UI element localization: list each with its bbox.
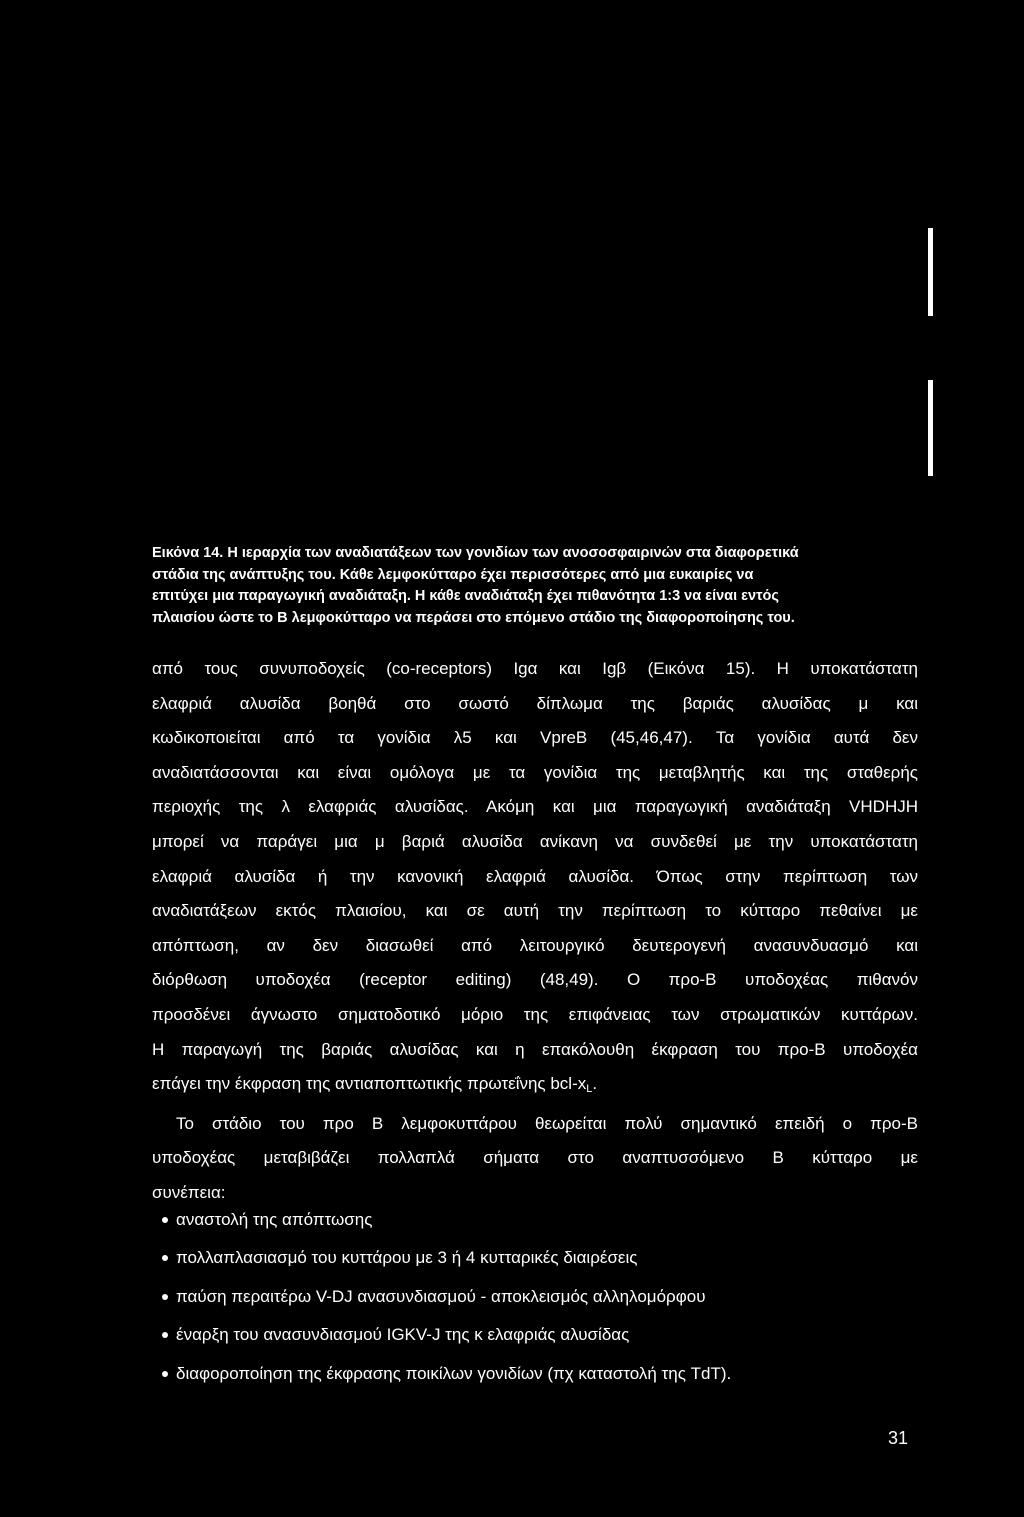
text-line: προσδένει άγνωστο σηματοδοτικό μόριο της επιφάνειας των στρωματικών κυττάρων.	[152, 1004, 918, 1024]
list-item-text: διαφοροποίηση της έκφρασης ποικίλων γονιδίων (πχ καταστολή της TdT).	[176, 1363, 732, 1383]
text-line: περιοχής της λ ελαφριάς αλυσίδας. Ακόμη και μια παραγωγική αναδιάταξη VHDHJH	[152, 797, 918, 817]
text-line: διόρθωση υποδοχέα (receptor editing) (48,49). Ο προ-Β υποδοχέας πιθανόν	[152, 970, 918, 990]
text-line: απόπτωση, αν δεν διασωθεί από λειτουργικό δευτερογενή ανασυνδυασμό και	[152, 935, 918, 955]
caption-line: πλαισίου ώστε το Β λεμφοκύτταρο να περάσει στο επόμενο στάδιο της διαφοροποίησης του.	[152, 609, 795, 626]
paragraph-1	[152, 652, 918, 1107]
vertical-bar-top	[928, 228, 933, 316]
list-item	[152, 1278, 918, 1316]
list-item	[152, 1201, 918, 1239]
bullet-icon	[162, 1294, 168, 1300]
paragraph-2	[152, 1107, 918, 1211]
text-line: αναδιατάξεων εκτός πλαισίου, και σε αυτή την περίπτωση το κύτταρο πεθαίνει με	[152, 901, 918, 921]
text-line: αναδιατάσσονται και είναι ομόλογα με τα γονίδια της μεταβλητής και της σταθερής	[152, 762, 918, 782]
text-line-last	[152, 1067, 918, 1107]
text-line-last-end: .	[592, 1074, 598, 1094]
list-item-text: πολλαπλασιασμό του κυττάρου με 3 ή 4 κυτταρικές διαιρέσεις	[176, 1248, 638, 1268]
figure-caption	[152, 543, 900, 629]
text-line: ελαφριά αλυσίδα ή την κανονική ελαφριά αλυσίδα. Όπως στην περίπτωση των	[152, 866, 918, 886]
text-line-last-main: επάγει την έκφραση της αντιαποπτωτικής πρωτεΐνης bcl-x	[152, 1074, 587, 1094]
text-line: Η παραγωγή της βαριάς αλυσίδας και η επακόλουθη έκφραση του προ-Β υποδοχέα	[152, 1039, 918, 1059]
bullet-icon	[162, 1371, 168, 1377]
page-number: 31	[888, 1428, 909, 1448]
subscript-l: L	[586, 1083, 593, 1096]
bullet-icon	[162, 1217, 168, 1223]
text-line: υποδοχέας μεταβιβάζει πολλαπλά σήματα στο αναπτυσσόμενο Β κύτταρο με	[152, 1148, 918, 1168]
list-item-text: αναστολή της απόπτωσης	[176, 1210, 373, 1229]
body-text	[152, 652, 918, 1211]
caption-line: Εικόνα 14. Η ιεραρχία των αναδιατάξεων των γονιδίων των ανοσοσφαιρινών στα διαφορετικά	[152, 545, 799, 561]
text-line: μπορεί να παράγει μια μ βαριά αλυσίδα ανίκανη να συνδεθεί με την υποκατάστατη	[152, 831, 918, 851]
caption-line: επιτύχει μια παραγωγική αναδιάταξη. Η κάθε αναδιάταξη έχει πιθανότητα 1:3 να είναι εντός	[152, 588, 779, 604]
list-item	[152, 1355, 918, 1393]
text-line: από τους συνυποδοχείς (co-receptors) Igα και Igβ (Εικόνα 15). Η υποκατάστατη	[152, 659, 918, 678]
caption-line: στάδια της ανάπτυξης του. Κάθε λεμφοκύτταρο έχει περισσότερες από μια ευκαιρίες να	[152, 566, 754, 583]
bullet-icon	[162, 1332, 168, 1338]
list-item-text: παύση περαιτέρω V-DJ ανασυνδιασμού - αποκλεισμός αλληλομόρφου	[176, 1286, 706, 1306]
text-line: κωδικοποιείται από τα γονίδια λ5 και VpreB (45,46,47). Τα γονίδια αυτά δεν	[152, 728, 918, 748]
text-line: ελαφριά αλυσίδα βοηθά στο σωστό δίπλωμα της βαριάς αλυσίδας μ και	[152, 693, 918, 713]
list-item	[152, 1239, 918, 1277]
bullet-list	[152, 1201, 918, 1393]
text-line: Το στάδιο του προ Β λεμφοκυττάρου θεωρείται πολύ σημαντικό επειδή ο προ-Β	[176, 1113, 918, 1133]
bullet-icon	[162, 1255, 168, 1261]
text-line: συνέπεια:	[152, 1182, 226, 1202]
list-item	[152, 1316, 918, 1354]
vertical-bar-bottom	[928, 380, 933, 476]
list-item-text: έναρξη του ανασυνδιασμού IGKV-J της κ ελαφριάς αλυσίδας	[176, 1325, 630, 1345]
